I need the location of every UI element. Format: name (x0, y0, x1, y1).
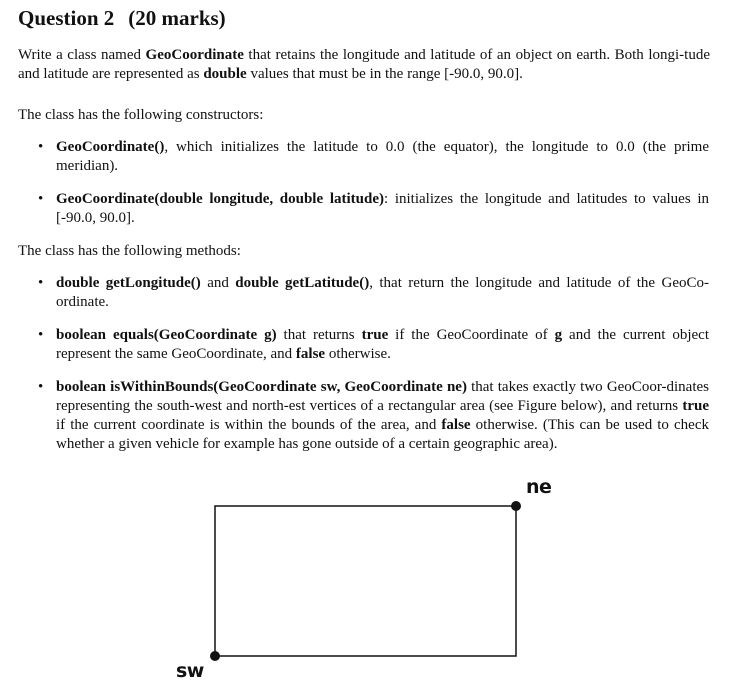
method-text: and the current object represent the same GeoCoordinate, and (56, 327, 710, 362)
keyword-true: true (682, 398, 709, 414)
intro-text-1: Write a class named (18, 47, 146, 63)
sw-label: sw (176, 660, 204, 682)
constructor-description: , which initializes the latitude to 0.0 (the equator), the longitude to 0.0 (the prime meridian). (56, 139, 709, 174)
method-text: that takes exactly two GeoCoor-dinates representing the south-west and north-est vertices of a rectangular area (see Figure below), and returns (56, 379, 709, 414)
question-number: Question 2 (18, 6, 115, 30)
question-marks: (20 marks) (128, 6, 226, 30)
method-signature: double getLongitude() (56, 275, 201, 291)
method-text: otherwise. (325, 346, 391, 362)
method-text: that returns (276, 327, 362, 343)
intro-text-2: that retains the longitude and latitude of an object on earth. Both longi-tude and latitude are represented as (18, 47, 710, 82)
method-text: if the GeoCoordinate of (388, 327, 555, 343)
constructor-signature: GeoCoordinate(double longitude, double latitude) (56, 191, 384, 207)
intro-class-name: GeoCoordinate (145, 47, 244, 63)
method-signature: boolean isWithinBounds(GeoCoordinate sw, GeoCoordinate ne) (56, 379, 467, 395)
bullet-icon: • (38, 275, 44, 291)
ne-label: ne (526, 476, 552, 498)
method-signature: boolean equals(GeoCoordinate g) (56, 327, 277, 343)
param-g: g (554, 327, 563, 343)
bullet-icon: • (38, 191, 44, 207)
bullet-icon: • (38, 379, 44, 395)
method-text: otherwise. (This can be used to check whether a given vehicle for example has gone outside of a certain geographic area). (56, 417, 709, 452)
bullet-icon: • (38, 139, 44, 155)
intro-text-3: values that must be in the range [-90.0, 90.0]. (246, 66, 523, 82)
constructor-description: : initializes the longitude and latitudes to values in [-90.0, 90.0]. (56, 191, 709, 226)
constructor-signature: GeoCoordinate() (56, 139, 165, 155)
sw-vertex-dot (210, 651, 220, 661)
intro-type: double (203, 66, 247, 82)
method-text: and (200, 275, 236, 291)
keyword-false: false (441, 417, 471, 433)
constructors-intro: The class has the following constructors: (18, 107, 264, 123)
bounds-rectangle (215, 506, 516, 656)
bullet-icon: • (38, 327, 44, 343)
methods-intro: The class has the following methods: (18, 243, 241, 259)
keyword-true: true (361, 327, 389, 343)
method-signature: double getLatitude() (235, 275, 370, 291)
method-text: if the current coordinate is within the bounds of the area, and (56, 417, 442, 433)
ne-vertex-dot (511, 501, 521, 511)
keyword-false: false (295, 346, 326, 362)
method-text: , that return the longitude and latitude of the GeoCo-ordinate. (56, 275, 709, 310)
